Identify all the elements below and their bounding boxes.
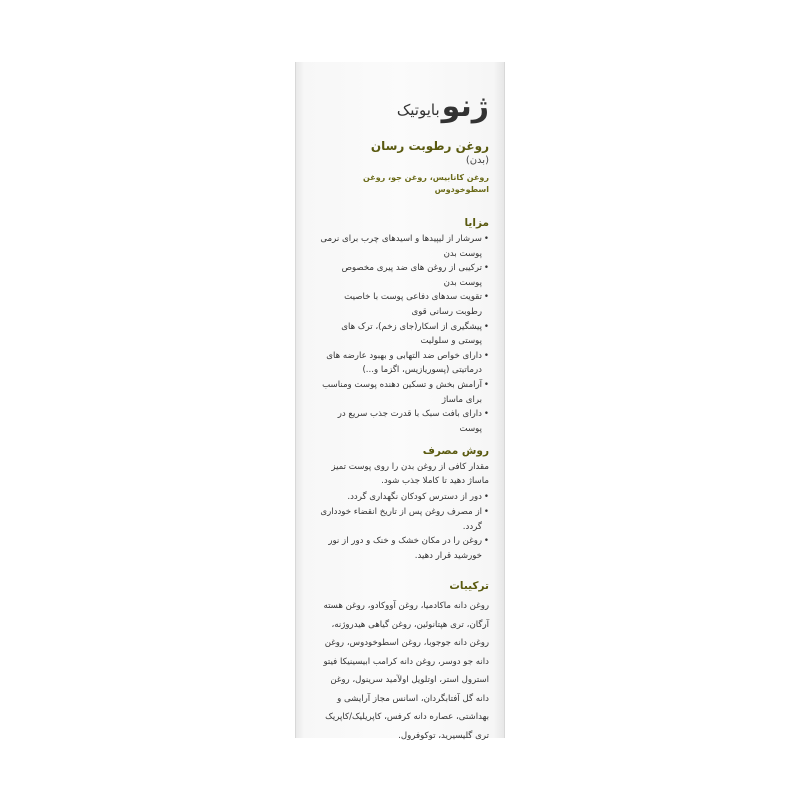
benefit-item: • پیشگیری از اسکار(جای زخم)، ترک های پوستی و سلولیت [317, 320, 489, 349]
usage-text: مقدار کافی از روغن بدن را روی پوست تمیز ماساژ دهید تا کاملا جذب شود. [331, 462, 489, 487]
benefit-item: • سرشار از لیپیدها و اسیدهای چرب برای نرمی پوست بدن [317, 232, 489, 261]
ingredients-text: روغن دانه ماکادمیا، روغن آووکادو، روغن هسته آرگان، تری هپتانوئین، روغن گیاهی هیدروژنه، روغن دانه جوجوبا، روغن اسطوخودوس، روغن دانه جو دوسر، روغن دانه کرامب ابیسینیکا فیتو استرول استر، اوتلویل اولآمید سرینول، روغن دانه گل آفتابگردان، اسانس مجاز آرایشی و بهداشتی، عصاره دانه کرفس، کاپریلیک/کاپریک تری گلیسیرید، توکوفرول. [323, 601, 489, 741]
benefits-title: مزایا [464, 217, 489, 229]
warning-item: • از مصرف روغن پس از تاریخ انقضاء خودداری گردد. [317, 505, 489, 534]
warnings-list [317, 490, 489, 563]
warning-item: • روغن را در مکان خشک و خنک و دور از نور خورشید قرار دهید. [317, 534, 489, 563]
product-oils: روغن کانابیس، روغن جو، روغن اسطوخودوس [363, 173, 489, 194]
warning-item: • دور از دسترس کودکان نگهداری گردد. [317, 490, 489, 505]
brand-logo-mark: ژنو [441, 89, 489, 124]
brand-subtitle: بایوتیک [396, 101, 440, 119]
brand-logo [317, 88, 489, 122]
product-name: روغن رطوبت رسان [370, 139, 489, 153]
benefit-item: • دارای بافت سبک با قدرت جذب سریع در پوست [317, 407, 489, 436]
label-content [317, 88, 489, 745]
ingredients-title: ترکیبات [449, 580, 489, 593]
product-subtitle: (بدن) [465, 155, 489, 166]
benefit-item: • تقویت سدهای دفاعی پوست با خاصیت رطوبت رسانی قوی [317, 290, 489, 319]
usage-title: روش مصرف [422, 445, 489, 458]
benefits-list [317, 232, 489, 436]
benefit-item: • ترکیبی از روغن های ضد پیری مخصوص پوست بدن [317, 261, 489, 290]
benefit-item: • دارای خواص ضد التهابی و بهبود عارضه های درماتیتی (پسوریازیس، اگزما و...) [317, 349, 489, 378]
benefit-item: • آرامش بخش و تسکین دهنده پوست ومناسب برای ماساژ [317, 378, 489, 407]
